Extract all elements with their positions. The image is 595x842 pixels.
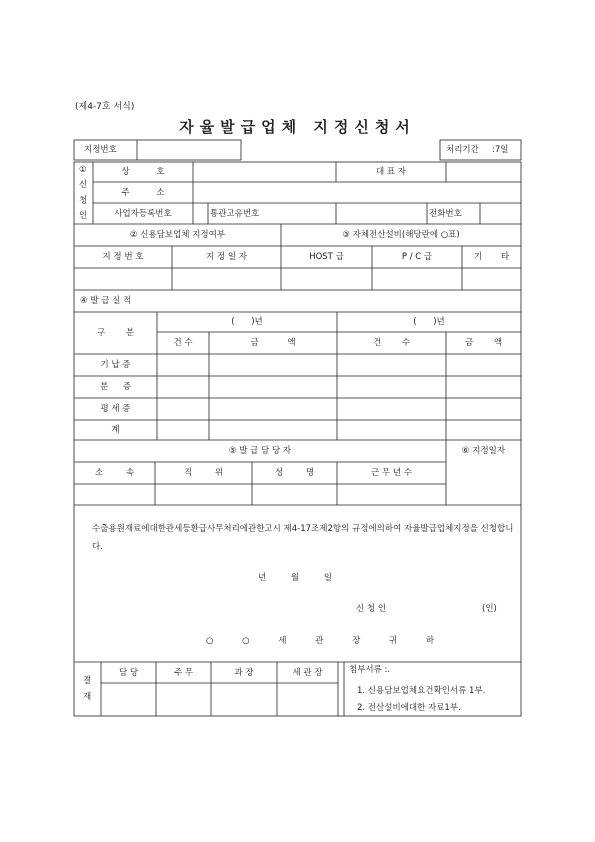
designation-no-label: 지정번호 bbox=[84, 145, 117, 155]
staff-col-position: 직 위 bbox=[183, 468, 224, 478]
approval-col-director: 세 관 장 bbox=[292, 668, 323, 678]
issuance-category-label: 구 분 bbox=[96, 328, 135, 338]
equipment-col-host: HOST 급 bbox=[309, 252, 344, 262]
approval-label-char-1: 결 bbox=[83, 676, 92, 686]
attachments-label: 첨부서류 :. bbox=[349, 665, 391, 675]
seal-mark: (인) bbox=[482, 604, 497, 614]
issuance-row-label: 평 세 증 bbox=[100, 404, 131, 414]
applicant-section-char-2: 청 bbox=[79, 196, 88, 206]
date-line: 년 월 일 bbox=[258, 573, 333, 583]
form-title: 자율발급업체 지정신청서 bbox=[179, 118, 416, 136]
applicant-section-num: ① bbox=[79, 165, 87, 175]
form-number: (제4-7호 서식) bbox=[75, 102, 135, 112]
application-statement: 수출용원재료에대한관세등환급사무처리에관한고시 제4-17조제2항의 규정에의하여 자율발급업체지정을 신청합니다. bbox=[92, 524, 514, 552]
issuance-row-label: 분 증 bbox=[99, 382, 132, 392]
processing-period-value: :7일 bbox=[492, 145, 509, 155]
processing-period-label: 처리기간 bbox=[446, 145, 479, 155]
staff-section-label: ⑤ 발 급 담 당 자 bbox=[228, 446, 292, 456]
addressee: ○ ○ 세 관 장 귀 하 bbox=[206, 636, 435, 646]
issuance-amount-2: 금 액 bbox=[464, 338, 503, 348]
issuance-row-label: 기 납 증 bbox=[100, 360, 131, 370]
issuance-row-label: 계 bbox=[111, 425, 120, 435]
address-label: 주 소 bbox=[121, 188, 165, 198]
issuance-year-2: ( )년 bbox=[413, 317, 445, 327]
approval-col-staff: 담 당 bbox=[118, 668, 139, 678]
designation-date-label: ⑥ 지정일자 bbox=[461, 446, 506, 456]
representative-label: 대 표 자 bbox=[375, 167, 407, 177]
approval-label-char-2: 재 bbox=[83, 692, 92, 702]
attachment-item: 1. 신용담보업체요건확인서류 1부. bbox=[357, 686, 486, 696]
phone-label: 전화번호 bbox=[429, 209, 462, 219]
approval-col-main: 주 무 bbox=[173, 668, 194, 678]
customs-id-label: 통관고유번호 bbox=[210, 209, 260, 219]
staff-col-years: 근 무 년 수 bbox=[371, 468, 412, 478]
staff-col-affiliation: 소 속 bbox=[94, 468, 135, 478]
equipment-col-pc: P / C 급 bbox=[401, 252, 433, 262]
credit-guarantee-section: ② 신용담보업체 지정여부 bbox=[129, 230, 226, 240]
issuance-year-1: ( )년 bbox=[231, 317, 263, 327]
issuance-count-2: 건 수 bbox=[372, 338, 411, 348]
business-reg-no-label: 사업자등록번호 bbox=[114, 209, 172, 219]
equipment-col-designation-date: 지 정 일 자 bbox=[206, 252, 247, 262]
applicant-section-char-1: 신 bbox=[79, 180, 88, 190]
attachment-item: 2. 전산설비에대한 자료1부. bbox=[357, 703, 461, 713]
issuance-amount-1: 금 액 bbox=[250, 338, 296, 348]
equipment-col-designation-no: 지 정 번 호 bbox=[102, 252, 144, 262]
equipment-col-other: 기 타 bbox=[473, 252, 510, 262]
applicant-sign-label: 신 청 인 bbox=[356, 604, 387, 614]
staff-col-name: 성 명 bbox=[274, 468, 315, 478]
issuance-count-1: 건 수 bbox=[173, 338, 193, 348]
issuance-section-label: ④ 발 급 실 적 bbox=[80, 296, 132, 306]
trade-name-label: 상 호 bbox=[121, 167, 165, 177]
approval-col-chief: 과 장 bbox=[234, 668, 254, 678]
computer-equipment-section: ③ 자체전산설비(해당란에 ○표) bbox=[342, 230, 460, 240]
applicant-section-char-3: 인 bbox=[79, 211, 88, 221]
